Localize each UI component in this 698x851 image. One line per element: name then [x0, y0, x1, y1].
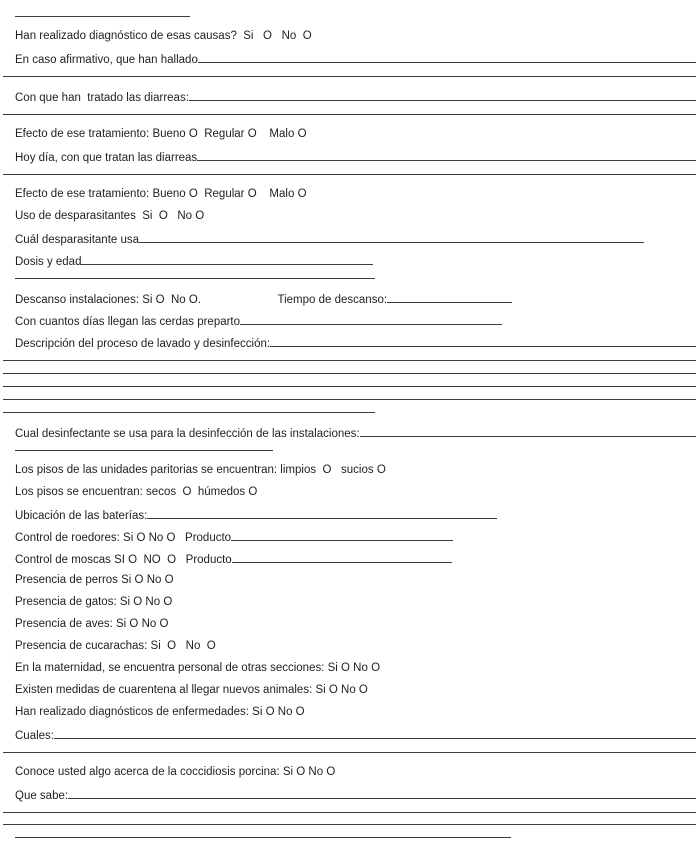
q-cerdas-preparto: [15, 313, 696, 327]
option-circle: O: [328, 684, 338, 696]
answer-blank-line: [3, 813, 696, 825]
question-text: NO: [137, 554, 168, 566]
answer-rule: [3, 741, 696, 755]
question-text: húmedos: [191, 486, 249, 498]
option-circle: O: [376, 464, 386, 476]
question-text: Con cuantos días llegan las cerdas preparto: [15, 316, 241, 328]
question-text: Los pisos de las unidades paritorias se encuentran: limpios: [15, 464, 323, 476]
option-circle: O: [128, 554, 138, 566]
question-text: No: [138, 618, 160, 630]
option-circle: O: [326, 766, 336, 778]
answer-blank-line: [3, 65, 696, 77]
option-circle: O: [358, 684, 368, 696]
answer-blank-line: [3, 103, 696, 115]
question-text: Producto: [175, 532, 232, 544]
q-cuales: [15, 727, 696, 741]
answer-blank-line: [3, 401, 375, 413]
option-circle: O: [296, 766, 306, 778]
q-dosis-edad: [15, 253, 696, 267]
q-presencia-aves: [15, 617, 696, 631]
option-circle: O: [159, 618, 169, 630]
option-circle: O: [129, 618, 139, 630]
option-circle: O: [247, 188, 257, 200]
question-text: . Tiempo de descanso:: [197, 294, 388, 306]
question-text: No: [176, 640, 207, 652]
answer-rule: [3, 388, 696, 402]
answer-blank-line: [68, 787, 696, 799]
option-circle: O: [182, 486, 192, 498]
answer-blank-line: [54, 727, 696, 739]
answer-rule: [3, 349, 696, 363]
answer-blank-line: [240, 313, 502, 325]
answer-rule-short: [15, 267, 696, 281]
answer-rule-short: [15, 439, 696, 453]
question-text: Los pisos se encuentran: secos: [15, 486, 183, 498]
question-text: Regular: [197, 128, 248, 140]
answer-rule-short: [15, 826, 696, 840]
answer-blank-line: [270, 335, 696, 347]
option-circle: O: [163, 596, 173, 608]
answer-rule: [3, 362, 696, 376]
option-circle: O: [195, 210, 205, 222]
option-circle: O: [247, 128, 257, 140]
q-cual-desinfectante: [15, 425, 696, 439]
answer-rule: [3, 163, 696, 177]
q-presencia-perros: [15, 573, 696, 587]
answer-blank-line: [232, 551, 452, 563]
answer-rule: [3, 375, 696, 389]
option-circle: O: [166, 532, 176, 544]
option-circle: O: [302, 30, 312, 42]
option-circle: O: [295, 706, 305, 718]
question-text: Con que han tratado las diarreas:: [15, 92, 189, 104]
answer-blank-line: [3, 362, 696, 374]
answer-blank-line: [197, 149, 696, 161]
question-text: sucios: [331, 464, 377, 476]
answer-blank-line: [3, 388, 696, 400]
question-text: Malo: [256, 128, 298, 140]
option-circle: O: [164, 574, 174, 586]
question-text: No: [143, 574, 165, 586]
option-circle: O: [265, 706, 275, 718]
answer-blank-line: [15, 826, 511, 838]
question-text: En la maternidad, se encuentra personal de otras secciones: Si: [15, 662, 342, 674]
q-cual-desparasitante: [15, 231, 696, 245]
q-efecto-tratamiento-2: [15, 187, 696, 201]
answer-blank-line: [15, 5, 190, 17]
question-text: Regular: [197, 188, 248, 200]
answer-rule: [3, 65, 696, 79]
question-text: Control de moscas SI: [15, 554, 129, 566]
option-circle: O: [248, 486, 258, 498]
question-text: Hoy día, con que tratan las diarreas: [15, 152, 198, 164]
q-maternidad-personal: [15, 661, 696, 675]
q-diagnosticos-enfermedades: [15, 705, 696, 719]
answer-blank-line: [189, 89, 696, 101]
answer-blank-line: [147, 507, 497, 519]
answer-rule: [3, 103, 696, 117]
answer-blank-line: [3, 801, 696, 813]
question-text: En caso afirmativo, que han hallado: [15, 54, 198, 66]
q-pisos-secos-humedos: [15, 485, 696, 499]
q-diagnostico-causas: [15, 29, 696, 43]
answer-blank-line: [15, 439, 273, 451]
question-text: Presencia de perros Si: [15, 574, 135, 586]
q-hoy-dia-tratan-diarreas: [15, 149, 696, 163]
option-circle: O: [263, 30, 272, 42]
q-control-roedores: [15, 529, 696, 543]
option-circle: O: [133, 596, 143, 608]
answer-blank-line: [198, 51, 696, 63]
q-coccidiosis-porcina: [15, 765, 696, 779]
q-cuarentena-nuevos-animales: [15, 683, 696, 697]
option-circle: O: [188, 188, 198, 200]
q-en-caso-afirmativo: [15, 51, 696, 65]
question-text: Cuál desparasitante usa: [15, 234, 140, 246]
question-text: Cuales:: [15, 730, 54, 742]
question-text: Efecto de ese tratamiento: Bueno: [15, 188, 189, 200]
question-text: Que sabe:: [15, 790, 69, 802]
q-pisos-paritorias: [15, 463, 696, 477]
q-ubicacion-baterias: [15, 507, 696, 521]
q-descripcion-lavado-desinfeccion: [15, 335, 696, 349]
q-descanso-instalaciones: [15, 291, 696, 305]
option-circle: O: [297, 128, 307, 140]
answer-blank-line: [139, 231, 644, 243]
question-text: Cual desinfectante se usa para la desinfección de las instalaciones:: [15, 428, 360, 440]
question-text: Malo: [256, 188, 298, 200]
option-circle: O: [322, 464, 332, 476]
option-circle: O: [188, 128, 198, 140]
option-circle: O: [167, 640, 177, 652]
option-circle: O: [206, 640, 216, 652]
answer-blank-line: [360, 425, 696, 437]
answer-rule: [3, 813, 696, 827]
option-circle: O: [297, 188, 307, 200]
option-circle: O: [155, 294, 165, 306]
option-circle: O: [341, 662, 350, 674]
question-text: No: [167, 210, 196, 222]
option-circle: O: [371, 662, 381, 674]
question-text: Ubicación de las baterías:: [15, 510, 148, 522]
question-text: Dosis y edad: [15, 256, 82, 268]
answer-rule-short: [3, 401, 696, 415]
answer-blank-line: [3, 375, 696, 387]
question-text: Control de roedores: Si: [15, 532, 137, 544]
answer-blank-line: [3, 163, 696, 175]
option-circle: O: [188, 294, 198, 306]
question-text: Conoce usted algo acerca de la coccidiosis porcina: Si: [15, 766, 297, 778]
question-text: Presencia de gatos: Si: [15, 596, 134, 608]
option-circle: O: [167, 554, 177, 566]
question-text: No: [274, 706, 296, 718]
question-text: Presencia de aves: Si: [15, 618, 130, 630]
question-text: No: [145, 532, 167, 544]
top-rule: [15, 5, 696, 19]
answer-blank-line: [15, 267, 375, 279]
question-text: Efecto de ese tratamiento: Bueno: [15, 128, 189, 140]
answer-blank-line: [81, 253, 373, 265]
question-text: No: [305, 766, 327, 778]
q-con-que-tratado-diarreas: [15, 89, 696, 103]
answer-blank-line: [3, 741, 696, 753]
answer-blank-line: [231, 529, 453, 541]
option-circle: O: [158, 210, 168, 222]
option-circle: O: [136, 532, 146, 544]
q-efecto-tratamiento-1: [15, 127, 696, 141]
question-text: Producto: [176, 554, 232, 566]
question-text: Uso de desparasitantes Si: [15, 210, 159, 222]
question-text: No: [142, 596, 164, 608]
question-text: Existen medidas de cuarentena al llegar nuevos animales: Si: [15, 684, 329, 696]
q-uso-desparasitantes: [15, 209, 696, 223]
question-text: No: [337, 684, 359, 696]
question-text: No: [272, 30, 303, 42]
option-circle: O: [134, 574, 144, 586]
q-control-moscas: [15, 551, 696, 565]
question-text: No: [349, 662, 372, 674]
question-text: Han realizado diagnósticos de enfermedades: Si: [15, 706, 266, 718]
answer-blank-line: [3, 349, 696, 361]
question-text: Descanso instalaciones: Si: [15, 294, 156, 306]
question-text: Presencia de cucarachas: Si: [15, 640, 168, 652]
question-text: No: [164, 294, 189, 306]
answer-blank-line: [387, 291, 512, 303]
q-que-sabe: [15, 787, 696, 801]
question-text: Descripción del proceso de lavado y desinfección:: [15, 338, 271, 350]
q-presencia-cucarachas: [15, 639, 696, 653]
question-text: Han realizado diagnóstico de esas causas? Si: [15, 30, 264, 42]
q-presencia-gatos: [15, 595, 696, 609]
